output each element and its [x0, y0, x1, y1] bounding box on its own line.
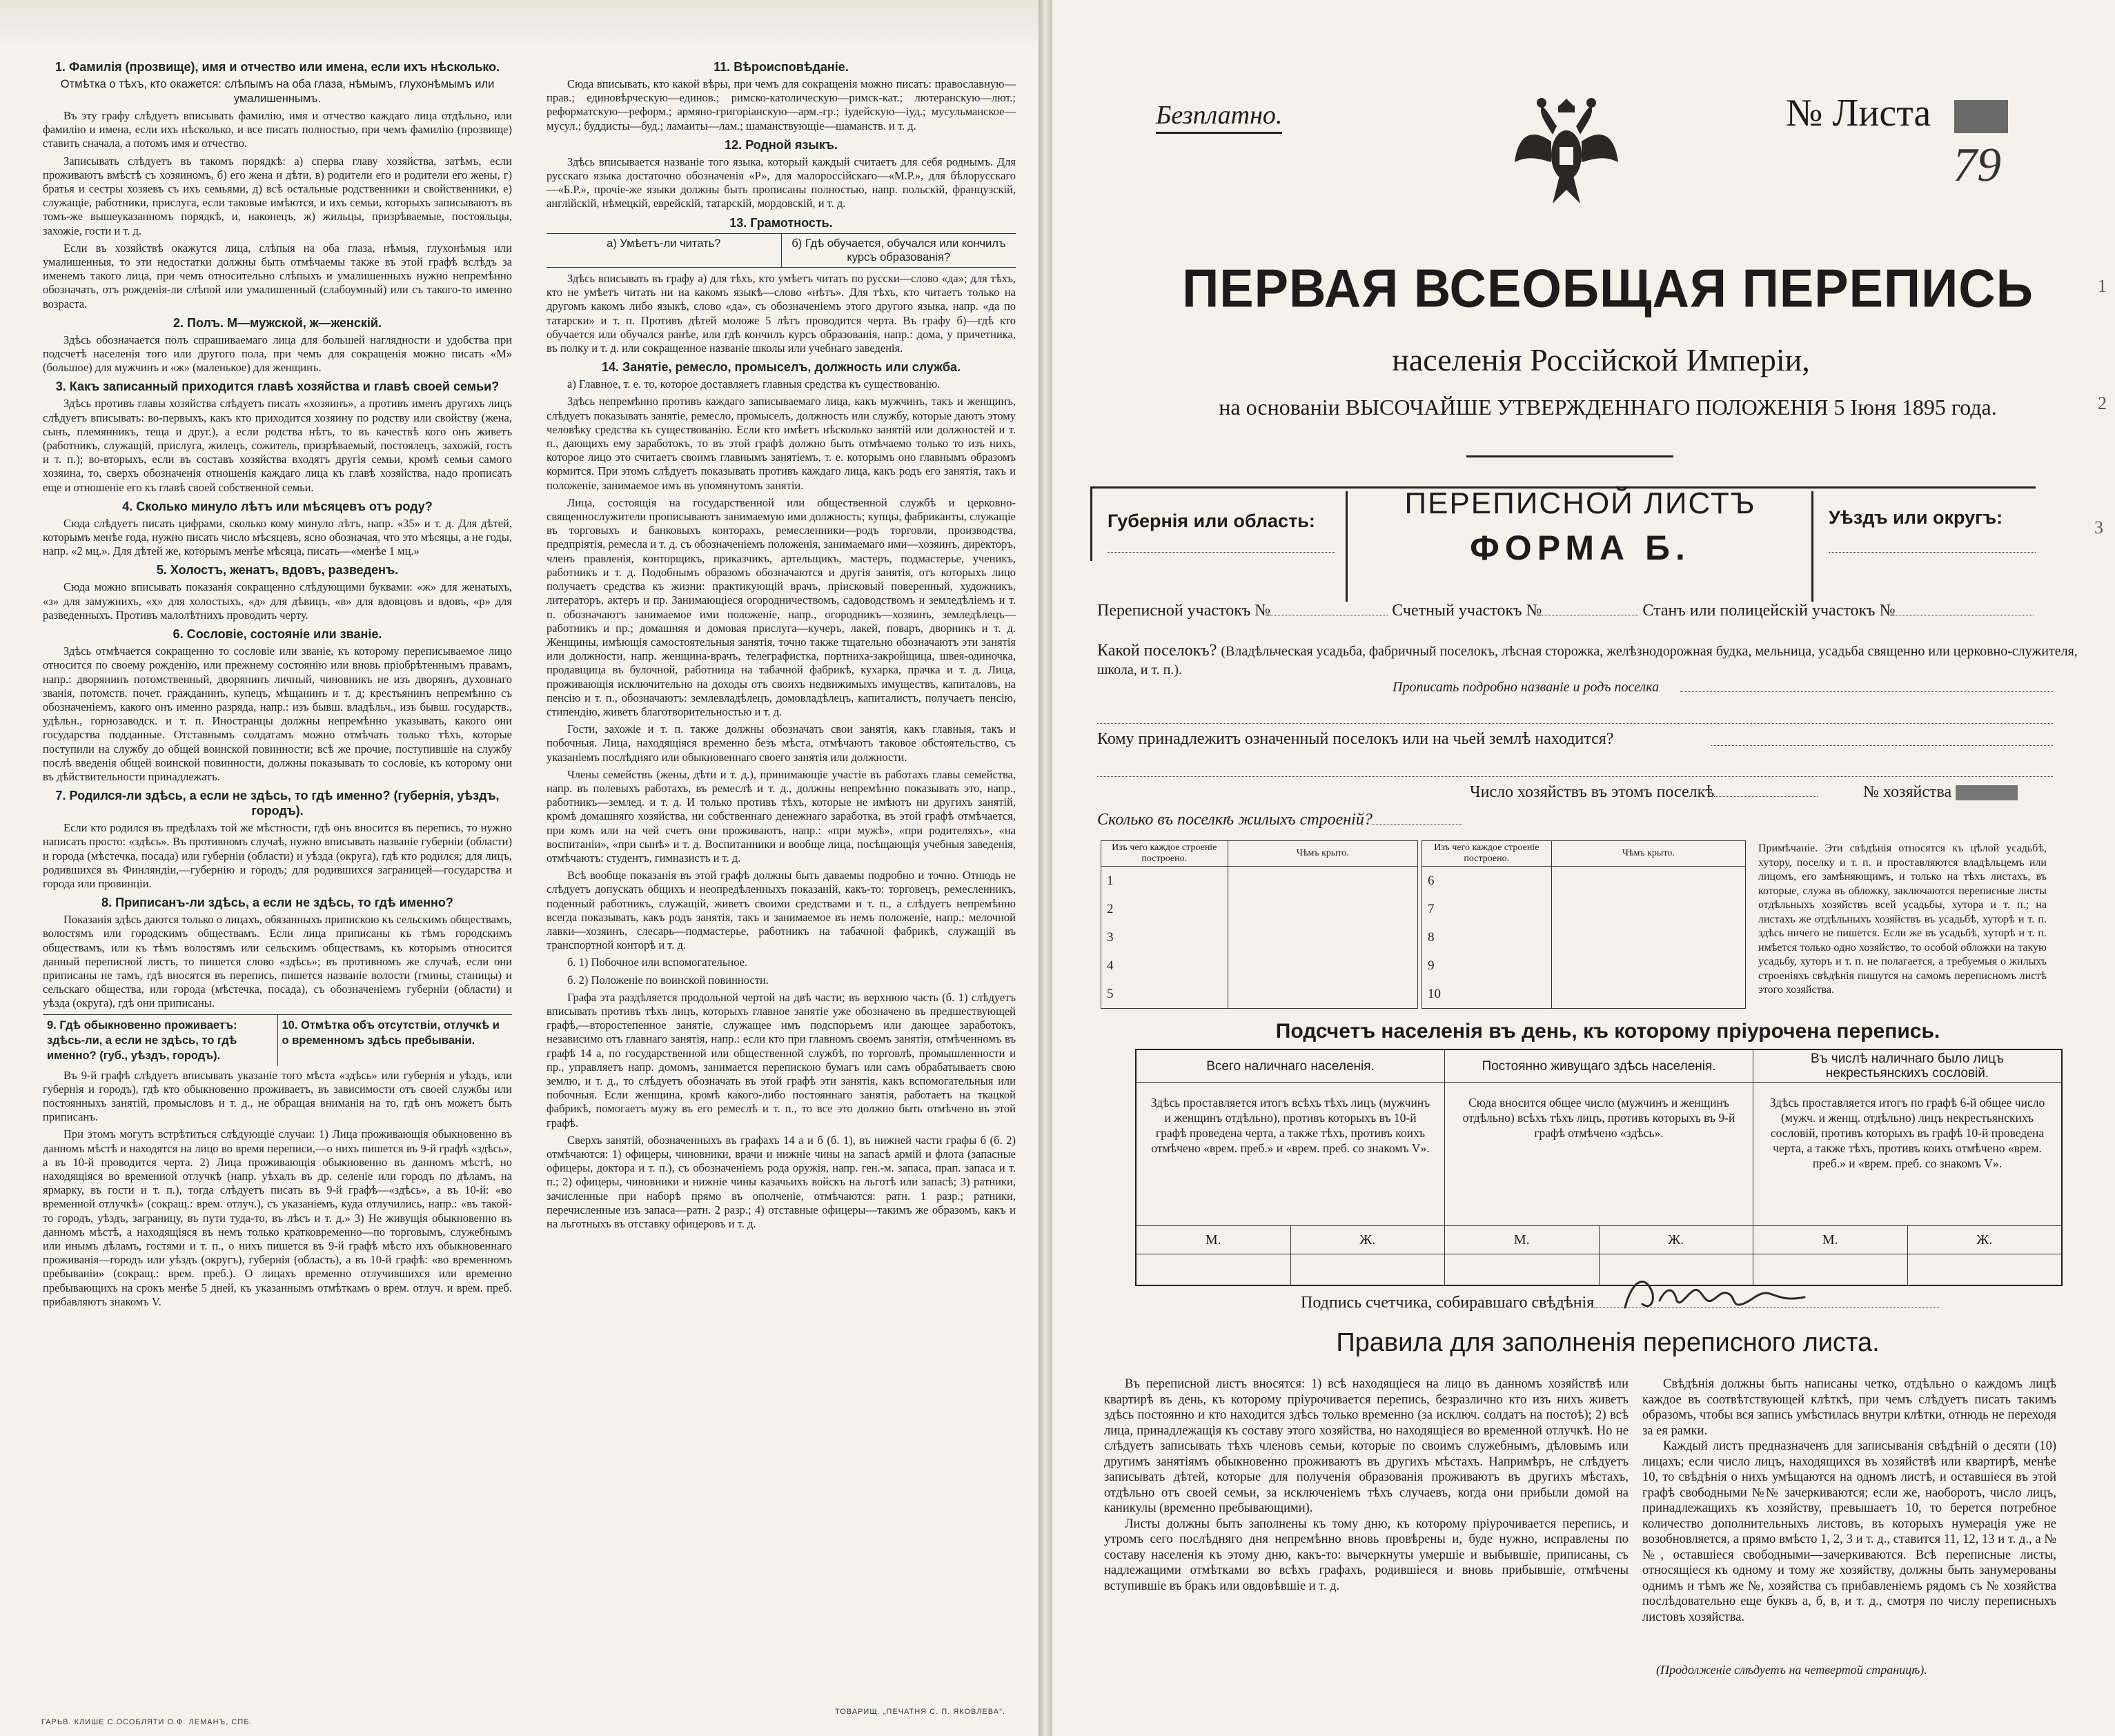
count-col-body: Здѣсь проставляется итогъ всѣхъ тѣхъ лицъ (мужчинъ и женщинъ отдѣльно), противъ которыхъ въ 10-й графѣ проведена черта, а также тѣхъ, противъ коихъ отмѣчено «врем. преб.» и «врем. преб. со знакомъ V». — [1150, 1096, 1430, 1155]
instruction-paragraph: Въ 9-й графѣ слѣдуетъ вписывать указаніе того мѣста «здѣсь» или губернія и уѣздъ, или губернія и городъ), гдѣ кто обыкновенно проживаетъ, въ зависимости отъ своей службы или постоянныхъ занятій, промысловъ и т. д., не обращая вниманія на то, гдѣ онъ можетъ быть приписанъ. — [43, 1068, 512, 1124]
building-number[interactable]: 6 — [1422, 867, 1552, 896]
buildings-row — [1101, 980, 1418, 1009]
sheet-number-value[interactable]: 79 — [1953, 139, 2001, 192]
rules-column-2 — [1642, 1377, 2056, 1625]
households-label: Число хозяйствъ въ этомъ поселкѣ — [1470, 783, 1715, 801]
rules-continued-note: (Продолженіе слѣдуетъ на четвертой страницѣ). — [1656, 1663, 1927, 1677]
female-count-field[interactable] — [1291, 1253, 1445, 1285]
instruction-paragraph: Въ эту графу слѣдуетъ вписывать фамилію, имя и отчество каждаго лица отдѣльно, или фамилію и имена, если ихъ нѣсколько, и все писать полностью, при чемъ фамилію (прозвище) ставить сначала, а потомъ имя и отчество. — [43, 109, 512, 150]
buildings-col-material: Изъ чего каждое строеніе построено. — [1422, 841, 1552, 867]
population-count-table — [1135, 1049, 2063, 1286]
instruction-paragraph: а) Главное, т. е. то, которое доставляетъ главныя средства къ существованію. — [567, 377, 941, 391]
buildings-col-roof: Чѣмъ крыто. — [1551, 841, 1745, 867]
household-no-label: № хозяйства — [1863, 783, 1952, 801]
instruction-paragraph: Сюда вписывать, кто какой вѣры, при чемъ для сокращенія можно писать: православную—прав.; единовѣрческую—единов.; римско-католическую—римск-кат.; лютеранскую—лют.; реформатскую—реформ.; армяно-григоріанскую—арм.-гр.; іудейскую—іуд.; мусульманское—мусул.; буддисты—буд.; ламаиты—лам.; шаманствующіе—шаманств. и т. д. — [547, 77, 1016, 132]
section-heading: 9. Гдѣ обыкновенно проживаетъ: здѣсь-ли, а если не здѣсь, то гдѣ именно? (губ., уѣздъ, городъ). — [47, 1018, 237, 1062]
count-col-body: Здѣсь проставляется итогъ по графѣ 6-й общее число (мужч. и женщ. отдѣльно) лицъ некрестьянскихъ сословій, противъ которыхъ въ графѣ 10-й проведена черта, а также тѣхъ, противъ коихъ отмѣчено «врем. преб.» и «врем. преб. со знакомъ V». — [1769, 1096, 2045, 1170]
female-label: Ж. — [1976, 1232, 1993, 1247]
buildings-table-left — [1101, 840, 1418, 1009]
count-col-head: Постоянно живущаго здѣсь населенія. — [1445, 1050, 1753, 1083]
instruction-paragraph: Записывать слѣдуетъ въ такомъ порядкѣ: а) сперва главу хозяйства, затѣмъ, если проживаютъ вмѣстѣ съ хозяиномъ, б) его жена и дѣти, в) родители его и родители его жены, г) братья и сестры хозяевъ съ ихъ семьями, д) всѣ остальные родственники и свойственники, е) служащіе, работники, прислуга, если таковые имѣются, и ихъ семьи, которыхъ записываютъ въ томъ-же вышеуказанномъ порядкѣ, и, наконецъ, ж) жильцы, призрѣваемые, постояльцы, захожіе, гости и т. д. — [43, 154, 512, 237]
double-headed-eagle-icon — [1511, 86, 1622, 217]
building-number[interactable]: 5 — [1101, 980, 1228, 1009]
enumerator-signature[interactable] — [1611, 1266, 1818, 1321]
instruction-paragraph: Графа эта раздѣляется продольной чертой на двѣ части; въ верхнюю часть (б. 1) слѣдуетъ вписывать противъ тѣхъ лицъ, которыхъ главное занятіе уже обозначено въ предшествующей графѣ,—второстепенное занятіе, служащее имъ подспорьемъ или дающее заработокъ, независимо отъ главнаго занятія, напр.: если кто при главномъ своемъ занятіи, отмѣченномъ въ графѣ 14 а, по государственной или общественной службѣ, по торговлѣ, промышленности и пр., управляетъ напр. домомъ, занимается перепискою бумагъ или самъ обрабатываетъ свою землю, и т. д., то слѣдуетъ обозначать въ этой графѣ эти занятія, какъ вспомогательныя или побочныя. Если женщина, кромѣ какого-либо постояннаго занятія, работаетъ на ткацкой фабрикѣ, помогаетъ мужу въ его ремеслѣ и т. п., то все это должно быть отмѣчено въ этой графѣ. — [547, 990, 1016, 1130]
instruction-paragraph: Всѣ вообще показанія въ этой графѣ должны быть даваемы подробно и точно. Отнюдь не слѣдуетъ допускать общихъ и неопредѣленныхъ показаній, какъ-то: торговецъ, ремесленникъ, поденный работникъ, служащій, живетъ своими средствами и т. п., а слѣдуетъ непремѣнно всегда показывать, какъ родъ занятія, такъ и занимаемое въ немъ положеніе, напр.: мелочной лавки—хозяинъ, слесарь—подмастерье, работникъ на табачной фабрикѣ, служащій въ транспортной конторѣ и т. д. — [547, 869, 1016, 952]
building-roof-field[interactable] — [1551, 895, 1745, 923]
section-heading: 13. Грамотность. — [729, 215, 833, 230]
buildings-row — [1422, 951, 1746, 980]
count-column-present — [1137, 1050, 1445, 1285]
province-field[interactable] — [1108, 552, 1335, 553]
settlement-hint-2: Прописать подробно названіе и родъ поселка — [1393, 680, 1660, 695]
left-page — [0, 0, 1039, 1736]
legal-basis: на основаніи ВЫСОЧАЙШЕ УТВЕРЖДЕННАГО ПОЛОЖЕНІЯ 5 Іюня 1895 года. — [1219, 395, 1997, 420]
district-label: Уѣздъ или округъ: — [1829, 507, 2003, 528]
section-heading: 14. Занятіе, ремесло, промыселъ, должность или служба. — [601, 360, 961, 375]
section-heading: 4. Сколько минуло лѣтъ или мѣсяцевъ отъ роду? — [122, 499, 433, 513]
counting-area-label: Счетный участокъ № — [1392, 602, 1542, 620]
section-heading: 10. Отмѣтка объ отсутствіи, отлучкѣ и о временномъ здѣсь пребываніи. — [282, 1018, 500, 1047]
building-number[interactable]: 1 — [1101, 867, 1228, 896]
instruction-paragraph: Здѣсь отмѣчается сокращенно то сословіе или званіе, къ которому переписываемое лицо относится по своему рожденію, или прежнему состоянію или вновь пріобрѣтеннымъ правамъ, напр.: дворянинъ потомственный, дворянинъ личный, чиновникъ не изъ дворянъ, духовнаго званія, потомств. почет. гражданинъ, купецъ, мѣщанинъ и т. д; крестьянинъ непремѣнно съ обозначеніемъ, какого онъ именно разряда, напр.: изъ бывш. владѣльч., изъ бывш. государств., удѣльн., горнозаводск. и т. п. Иностранцы должны непремѣнно указывать, какого они государства подданные. Отставнымъ солдатамъ можно отмѣчать только тѣхъ, которые поступили на службу до общей воинской повинности; всѣ же прочие, поступившіе на службу послѣ введенія общей воинской повинности, должны показывать то сословіе, къ которому они въ дѣйствительности принадлежатъ. — [43, 644, 512, 783]
building-number[interactable]: 2 — [1101, 895, 1228, 923]
literacy-columns — [547, 233, 1016, 268]
building-roof-field[interactable] — [1228, 895, 1417, 923]
instruction-paragraph: При этомъ могутъ встрѣтиться слѣдующіе случаи: 1) Лица проживающія обыкновенно въ данномъ мѣстѣ и находятся на лицо во время переписи,—о нихъ пишется въ 9-й графѣ «здѣсь», а въ 10-й проводится черта. 2) Лица проживающія обыкновенно въ данномъ мѣстѣ, но находящіяся во временной отлучкѣ (напр. уѣхалъ въ др. селеніе или городъ по дѣламъ, на ярмарку, въ гости и т. п.), тогда слѣдуетъ писать въ 9-й графѣ—«здѣсь», а въ 10-й: «во временной отлучкѣ» (сокращ.: врем. отлуч.), съ указаніемъ, куда отлучились, напр.: «въ такой-то городъ, уѣздъ, заграницу, въ пути туда-то, въ лѣсъ и т. д.» 3) Не живущія обыкновенно въ данномъ мѣстѣ, а находящіяся въ немъ только кратковременно—по торговымъ, служебнымъ или инымъ дѣламъ, гостями и т. п., о нихъ пишется въ 9-й графѣ мѣсто ихъ обыкновеннаго проживанія—городъ или уѣздъ (округъ), губернія (область), а въ 10-й графѣ: «во временномъ пребываніи» (сокращ.: врем. преб.). О лицахъ временно отлучившихся или временно пребывающихъ на срокъ менѣе 5 дней, къ указаннымъ отмѣткамъ о врем. отлуч. и врем. преб. прибавляютъ знакомъ V. — [43, 1127, 512, 1308]
building-roof-field[interactable] — [1228, 951, 1417, 980]
stan-field[interactable] — [1896, 602, 2034, 615]
district-field[interactable] — [1829, 552, 2036, 553]
buildings-row — [1422, 867, 1746, 896]
census-area-label: Переписной участокъ № — [1097, 602, 1271, 620]
building-number[interactable]: 4 — [1101, 951, 1228, 980]
instructions-column-1 — [43, 55, 512, 1312]
buildings-row — [1422, 980, 1746, 1009]
count-column-permanent — [1445, 1050, 1753, 1285]
building-roof-field[interactable] — [1228, 923, 1417, 951]
stan-label: Станъ или полицейскій участокъ № — [1642, 602, 1896, 620]
rules-column-1 — [1104, 1377, 1629, 1594]
section-subheading: Отмѣтка о тѣхъ, кто окажется: слѣпымъ на оба глаза, нѣмымъ, глухонѣмымъ или умалишеннымъ. — [60, 78, 495, 105]
building-number[interactable]: 9 — [1422, 951, 1552, 980]
count-col-head: Всего наличнаго населенія. — [1137, 1050, 1444, 1083]
section-heading: 2. Полъ. М—мужской, ж—женскій. — [173, 315, 382, 330]
count-col-head: Въ числѣ наличнаго было лицъ некрестьянскихъ сословій. — [1753, 1050, 2061, 1083]
province-label: Губернія или область: — [1108, 511, 1315, 531]
printer-credit-right: ТОВАРИЩ. „ПЕЧАТНЯ С. П. ЯКОВЛЕВА". — [835, 1708, 1006, 1716]
rules-paragraph: Въ переписной листъ вносятся: 1) всѣ находящіеся на лицо въ данномъ хозяйствѣ или квартирѣ въ день, къ которому пріурочивается перепись, безразлично кто изъ нихъ живетъ здѣсь постоянно и кто находится здѣсь только временно (за исключ. солдатъ на постоѣ); 2) всѣ лица, принадлежащія къ составу этого хозяйства, но находящіеся во временной отлучкѣ. Но не слѣдуетъ записывать тѣхъ членовъ семьи, которые по своимъ служебнымъ, дѣловымъ или другимъ занятіямъ обыкновенно проживаютъ въ другихъ мѣстахъ. Напримѣръ, не слѣдуетъ записывать дѣтей, которые для полученія образованія проживаютъ въ другихъ мѣстахъ, отдѣльно отъ своей семьи, за исключеніемъ тѣхъ случаевъ, когда они прибыли домой на каникулы (временно пребывающими). — [1104, 1377, 1629, 1515]
note-text: Примѣчаніе. Эти свѣдѣнія относятся къ цѣлой усадьбѣ, хутору, поселку и т. п. и проставляются владѣльцемъ или лицомъ, его замѣняющимъ, и только на тѣхъ листахъ, въ которые, служа въ обложку, заключаются переписные листы отдѣльныхъ хозяйствъ всей усадьбы, хутора и т. п.; на листахъ же отдѣльныхъ хозяйствъ въ усадьбѣ, хуторѣ и т. п. здѣсь ничего не пишется. Если же въ усадьбѣ, хуторѣ и т. п. имѣется только одно хозяйство, то особой обложки на такую усадьбу, хуторъ и т. п. не полагается, а требуемыя о жилыхъ строеніяхъ свѣдѣнія пишутся на самомъ переписномъ листѣ этого хозяйства. — [1758, 842, 2047, 996]
building-roof-field[interactable] — [1551, 923, 1745, 951]
literacy-column-label: б) Гдѣ обучается, обучался или кончилъ курсъ образованія? — [791, 237, 1006, 264]
form-title: ПЕРЕПИСНОЙ ЛИСТЪ — [1404, 486, 1756, 520]
female-label: Ж. — [1668, 1232, 1684, 1247]
free-label: Безплатно. — [1156, 100, 1282, 134]
literacy-column-label: а) Умѣетъ-ли читать? — [547, 234, 782, 267]
instruction-paragraph: Сверхъ занятій, обозначенныхъ въ графахъ 14 а и б (б. 1), въ нижней части графы б (б. 2) отмѣчаются: 1) офицеры, чиновники, врачи и нижніе чины на запасѣ армій и флота (запасные офицеры, доктора и т. п.), съ обозначеніемъ рода оружія, напр. ген.-м. запаса, прап. запаса и т. п.; 2) офицеры, чиновники и нижніе чины казачьихъ войскъ на льготѣ или запасѣ; 3) ратники, зачисленные при наборѣ прямо въ ополченіе, отмѣчаются: ратн. 1 разр.; ратники, перечисленные изъ запаса—ратн. 2 разр.; 4) отставные офицеры—такимъ же образомъ, какъ и на льготныхъ въ отставку офицеровъ и т. д. — [547, 1133, 1016, 1231]
owner-label: Кому принадлежитъ означенный поселокъ или на чьей землѣ находится? — [1097, 730, 1614, 748]
rules-paragraph: Свѣдѣнія должны быть написаны четко, отдѣльно о каждомъ лицѣ каждое въ соотвѣтствующей клѣткѣ, при чемъ слѣдуетъ писать такимъ образомъ, чтобы вся запись умѣстилась внутри клѣтки, отнюдь не переходя за ея рамки. — [1642, 1377, 2056, 1438]
instruction-paragraph: Здѣсь вписывать въ графу а) для тѣхъ, кто умѣетъ читать по русски—слово «да»; для тѣхъ, кто не умѣетъ читать ни на какомъ языкѣ—слово «нѣтъ». Для тѣхъ, кто читаетъ только на другомъ какомъ либо языкѣ, слово «да», съ обозначеніемъ этого другого языка, напр. «да по татарски» и т. п. Противъ дѣтей моложе 5 лѣтъ проводится черта. Въ графу б)—гдѣ кто обучается или обучался ранѣе, или гдѣ кончилъ курсъ образованія, напр.: дома, у причетника, въ полку и т. д. или сокращенное названіе школы или учебнаго заведенія. — [547, 272, 1016, 355]
male-label: М. — [1137, 1226, 1291, 1254]
instruction-paragraph: Здѣсь вписывается названіе того языка, который каждый считаетъ для себя роднымъ. Для русскаго языка достаточно обозначенія «Р», для малороссійскаго—«М.Р.», для бѣлорусскаго—«Б.Р.», прочіе-же языки должны быть прописаны полностью, напр. польскій, французскій, англійскій, нѣмецкій, еврейскій, татарскій, мордовскій, и т. д. — [547, 155, 1016, 210]
instruction-paragraph: Лица, состоящія на государственной или общественной службѣ и церковно-священнослужители прописываютъ занимаемую ими должность; купцы, фабриканты, служащіе въ торговыхъ и банковыхъ конторахъ, ремесленники—родъ торговли, производства, предпріятія, ремесла и т. д. съ обозначеніемъ положенія, занимаемаго ими—хозяинъ, директоръ, членъ правленія, конторщикъ, приказчикъ, артельщикъ, мастеръ, подмастерье, ученикъ, работникъ и т. д. Подобнымъ образомъ обозначаются и другія занятія, отъ которыхъ лицо получаетъ средства къ жизни: практикующій врачъ, пріисковый поверенный, художникъ, литераторъ, актеръ и пр. Занимающіеся огородничествомъ, садоводствомъ и земледѣліемъ и т. п. обозначаютъ занимаемое ими положеніе, напр., огородникъ—хозяинъ, земледѣлецъ—работникъ и пр.; домашняя и домовая прислуга—кучеръ, лакей, поваръ, дворникъ и т. д. Женщины, имѣющія самостоятельныя занятія, точно также тщательно обозначаютъ эти занятія или должности, напр. женщина-врачъ, телеграфистка, портниха-закройщица, швея-одиночка, продавщица въ булочной, работница на табачной фабрикѣ, кухарка, прачка и т. д. Лица, проживающія исключительно на доходы отъ своихъ недвижимыхъ имуществъ, капиталовъ, на пенсію и т. п., обозначаютъ: землевладѣлецъ, домовладѣлецъ, капиталистъ, получаетъ пенсію, стипендію, живетъ благотворительностью и т. д. — [547, 495, 1016, 718]
female-count-field[interactable] — [1908, 1253, 2062, 1285]
instructions-column-2 — [547, 55, 1016, 1234]
buildings-field[interactable] — [1373, 811, 1462, 825]
building-number[interactable]: 8 — [1422, 923, 1552, 951]
building-number[interactable]: 7 — [1422, 895, 1552, 923]
instruction-paragraph: Если въ хозяйствѣ окажутся лица, слѣпыя на оба глаза, нѣмыя, глухонѣмыя или умалишенныя, то эти недостатки должны быть отмѣчаемы также въ этой графѣ вслѣдъ за именемъ такого лица, при чемъ относительно слѣпыхъ и умалишенныхъ нужно непремѣнно обозначать, отъ рожденія-ли слѣпой или умалишенный (слабоумный) или съ такого-то именно возраста. — [43, 241, 512, 310]
buildings-label: Сколько въ поселкѣ жилыхъ строеній? — [1097, 811, 1373, 829]
building-roof-field[interactable] — [1551, 867, 1745, 896]
buildings-row — [1101, 923, 1418, 951]
section-heading: 6. Сословіе, состояніе или званіе. — [173, 627, 382, 642]
instruction-paragraph: Если кто родился въ предѣлахъ той же мѣстности, гдѣ онъ вносится въ перепись, то нужно написать просто: «здѣсь». Въ противномъ случаѣ, нужно вписывать названіе губерніи (области) и города (мѣстечка, посада) или губерніи (области) и уѣзда (округа), гдѣ кто родился; для лицъ, родившихся въ Финляндіи,—губернію и городъ; для родившихся заграницей—государства и города или провинціи. — [43, 821, 512, 890]
instruction-paragraph: б. 1) Побочное или вспомогательное. — [567, 956, 748, 969]
population-count-title: Подсчетъ населенія въ день, къ которому пріурочена перепись. — [1275, 1020, 1940, 1043]
instruction-paragraph: Сюда слѣдуетъ писать цифрами, сколько кому минуло лѣтъ, напр. «35» и т. д. Для дѣтей, которымъ менѣе года, нужно писать число мѣсяцевъ, ясно обозначая, что это мѣсяцы, а не годы, напр. «2 мц.». Для дѣтей же, которымъ менѣе мѣсяца, писать—«менѣе 1 мц.» — [43, 516, 512, 558]
census-subtitle: населенія Россійской Имперіи, — [1392, 342, 1810, 377]
section-heading: 5. Холостъ, женатъ, вдовъ, разведенъ. — [156, 563, 399, 578]
sheet-number-stamp — [1954, 100, 2008, 133]
settlement-label: Какой поселокъ? — [1097, 642, 1217, 660]
owner-field-2[interactable] — [1097, 776, 2053, 777]
settlement-field[interactable] — [1680, 691, 2053, 692]
buildings-table-right — [1422, 840, 1746, 1009]
buildings-row — [1101, 951, 1418, 980]
rules-paragraph: Каждый листъ предназначенъ для записыванія свѣдѣній о десяти (10) лицахъ; если число лицъ, находящихся въ хозяйствѣ или квартирѣ, менѣе 10, то свѣдѣнія о нихъ умѣщаются на одномъ листѣ, и оставшіеся въ этой графѣ свободными №№ зачеркиваются; если же, наоборотъ, число лицъ, принадлежащихъ къ хозяйству, превышаетъ 10, то берется потребное количество дополнительныхъ листовъ, въ которыхъ нумерація уже не возобновляется, а прямо вмѣсто 1, 2, 3 и т. д., ставится 11, 12, 13 и т. д., а №№, оставшіеся свободными—зачеркиваются. Всѣ переписные листы, относящіеся къ одному и тому же хозяйству, должны быть занумерованы однимъ и тѣмъ же №, хозяйства съ прибавленіемъ рядомъ съ № хозяйства послѣдовательно еще буквъ а, б, в, и т. д., смотря по числу переписныхъ листовъ хозяйства. — [1642, 1439, 2056, 1624]
household-no-stamp[interactable] — [1956, 785, 2018, 800]
sheet-number-label: № Листа — [1786, 92, 1931, 135]
census-title: ПЕРВАЯ ВСЕОБЩАЯ ПЕРЕПИСЬ — [1182, 257, 2034, 319]
female-label: Ж. — [1359, 1232, 1376, 1247]
building-roof-field[interactable] — [1551, 980, 1745, 1009]
buildings-row — [1422, 895, 1746, 923]
male-label: М. — [1445, 1226, 1600, 1254]
signature-label: Подпись счетчика, собиравшаго свѣдѣнія — [1301, 1294, 1939, 1312]
section-heading: 8. Приписанъ-ли здѣсь, а если не здѣсь, то гдѣ именно? — [101, 896, 453, 910]
buildings-row — [1101, 867, 1418, 896]
section-heading: 11. Вѣроисповѣданіе. — [714, 60, 849, 74]
instruction-paragraph: Показанія здѣсь даются только о лицахъ, обязанныхъ припискою къ сельскимъ обществамъ, волостямъ или городскимъ обществамъ. Если лица приписаны къ тѣмъ городскимъ обществамъ, или къ тѣмъ волостямъ или сельскимъ обществамъ, къ которымъ относится данный переписной листъ, то пишется слово «здѣсь»; въ противномъ же случаѣ, если они приписаны не тамъ, гдѣ вносятся въ перепись, пишется названіе волости (гмины, станицы) и сельскаго общества, или города (мѣстечка, посада), съ обозначеніемъ губерніи (области) и уѣзда (округа), гдѣ они приписаны. — [43, 913, 512, 1010]
buildings-col-roof: Чѣмъ крыто. — [1228, 841, 1417, 867]
instruction-paragraph: Гости, захожіе и т. п. также должны обозначать свои занятія, какъ главныя, такъ и побочныя. Лица, находящіяся временно безъ мѣста, отмѣчаютъ таковое обстоятельство, съ указаніемъ послѣдняго или обыкновеннаго своего занятія или должности. — [547, 722, 1016, 764]
section-heading: 3. Какъ записанный приходится главѣ хозяйства и главѣ своей семьи? — [55, 379, 500, 394]
instruction-paragraph: Здѣсь непремѣнно противъ каждаго записываемаго лица, какъ мужчинъ, такъ и женщинъ, слѣдуетъ показывать занятіе, ремесло, промыселъ, должность или службу, которые даютъ этому человѣку средства къ существованію. Если кто имѣетъ нѣсколько занятій или должностей и т. п., дающихъ ему заработокъ, то въ этой графѣ должно быть отмѣчаемо только то изъ нихъ, которое лицо это считаетъ своимъ главнымъ занятіемъ, т. е. которымъ оно главнымъ образомъ кормится. При этомъ слѣдуетъ показывать противъ каждаго лица, какъ родъ его занятія, такъ и положеніе, занимаемое имъ въ упомянутомъ занятіи. — [547, 395, 1016, 492]
building-number[interactable]: 10 — [1422, 980, 1552, 1009]
building-roof-field[interactable] — [1228, 980, 1417, 1009]
male-count-field[interactable] — [1137, 1253, 1291, 1285]
question-split — [43, 1014, 512, 1066]
building-roof-field[interactable] — [1551, 951, 1745, 980]
page-fold — [1039, 0, 1052, 1736]
instruction-paragraph: Сюда можно вписывать показанія сокращенно слѣдующими буквами: «ж» для женатыхъ, «з» для замужнихъ, «х» для холостыхъ, «д» для дѣвицъ, «в» для вдовцовъ и вдовъ, «р» для разведенныхъ. Противъ малолѣтнихъ проводить черту. — [43, 580, 512, 622]
census-area-field[interactable] — [1270, 602, 1388, 615]
form-number: ФОРМА Б. — [1470, 529, 1691, 567]
settlement-field-2[interactable] — [1097, 723, 2053, 724]
buildings-row — [1101, 895, 1418, 923]
count-column-non-peasant — [1753, 1050, 2061, 1285]
households-field[interactable] — [1714, 784, 1818, 797]
buildings-col-material: Изъ чего каждое строеніе построено. — [1101, 841, 1228, 867]
instruction-paragraph: Здѣсь обозначается полъ спрашиваемаго лица для большей наглядности и удобства при подсчетѣ населенія того или другого пола, при чемъ для сокращенія можно писать «М» (большое) для мужчинъ и «ж» (маленькое) для женщинъ. — [43, 333, 512, 375]
building-roof-field[interactable] — [1228, 867, 1417, 896]
section-heading: 7. Родился-ли здѣсь, а если не здѣсь, то гдѣ именно? (губернія, уѣздъ, городъ). — [55, 789, 500, 818]
printer-credit-left: ГАРЬВ. КЛИШЕ С.ОСОБЛЯТИ О.Ф. ЛЕМАНЪ, СПБ. — [41, 1718, 253, 1726]
rules-paragraph: Листы должны быть заполнены къ тому дню, къ которому пріурочивается перепись, и утромъ сего послѣдняго дня непремѣнно вновь провѣрены и, буде нужно, исправлены по составу населенія къ этому дню, какъ-то: вычеркнуты умершіе и выбывшіе, приписаны, съ надлежащими отмѣтками во всѣхъ графахъ, родившіеся и вновь прибывшіе, отмѣчены вступившіе въ бракъ или овдовѣвшіе и т. д. — [1104, 1517, 1629, 1593]
instruction-paragraph: Здѣсь противъ главы хозяйства слѣдуетъ писать «хозяинъ», а противъ именъ другихъ лицъ слѣдуетъ вписывать: во-первыхъ, какъ кто приходится хозяину по родству или свойству (жена, сынъ, племянникъ, теща и друг.), а если родства нѣтъ, то въ качествѣ кого онъ живетъ (работникъ, служащій, прислуга, жилецъ, сожитель, призрѣваемый, постоялецъ, захожій, гость и т. п.); во-вторыхъ, если въ составъ хозяйства входятъ другія семьи, кромѣ семьи самого хозяина, то, сверхъ обозначенія отношенія каждаго лица къ главѣ хозяйства, надо прописать еще и отношеніе его къ главѣ своей собственной семьи. — [43, 397, 512, 494]
count-col-body: Сюда вносится общее число (мужчинъ и женщинъ отдѣльно) всѣхъ тѣхъ лицъ, противъ которыхъ въ 9-й графѣ отмѣчено «здѣсь». — [1462, 1096, 1735, 1140]
male-count-field[interactable] — [1445, 1253, 1600, 1285]
settlement-hint: (Владѣльческая усадьба, фабричный поселокъ, лѣсная сторожка, желѣзнодорожная будка, мельница, усадьба священно или церковно-служителя, школа, и т. п.). — [1097, 644, 2078, 678]
building-number[interactable]: 3 — [1101, 923, 1228, 951]
instruction-paragraph: Члены семействъ (жены, дѣти и т. д.), принимающіе участіе въ работахъ главы семейства, напр. въ полевыхъ работахъ, въ ремеслѣ и т. д., должны непремѣнно показывать это, напр., работникъ—землед. и т. д. И только противъ тѣхъ, которые не имѣютъ ни другихъ занятій, кромѣ домашняго хозяйства, ни собственнаго денежнаго заработка, въ этой графѣ отмѣчается, при комъ или на чей счетъ они проживаютъ, напр.: «при мужѣ», «при родителяхъ», «на воспитаніи», «при сынѣ» и т. д. Воспитанники и вообще лица, посѣщающія учебныя заведенія, отмѣчаютъ: студентъ, гимназистъ и т. д. — [547, 767, 1016, 865]
rules-title: Правила для заполненія переписного листа. — [1336, 1328, 1880, 1357]
instruction-paragraph: б. 2) Положеніе по воинской повинности. — [567, 973, 769, 987]
section-heading: 12. Родной языкъ. — [725, 137, 838, 152]
male-label: М. — [1753, 1226, 1908, 1254]
buildings-row — [1422, 923, 1746, 951]
owner-field[interactable] — [1711, 745, 2053, 746]
section-heading: 1. Фамилія (прозвище), имя и отчество или имена, если ихъ нѣсколько. — [55, 60, 500, 74]
counting-area-field[interactable] — [1542, 602, 1638, 615]
